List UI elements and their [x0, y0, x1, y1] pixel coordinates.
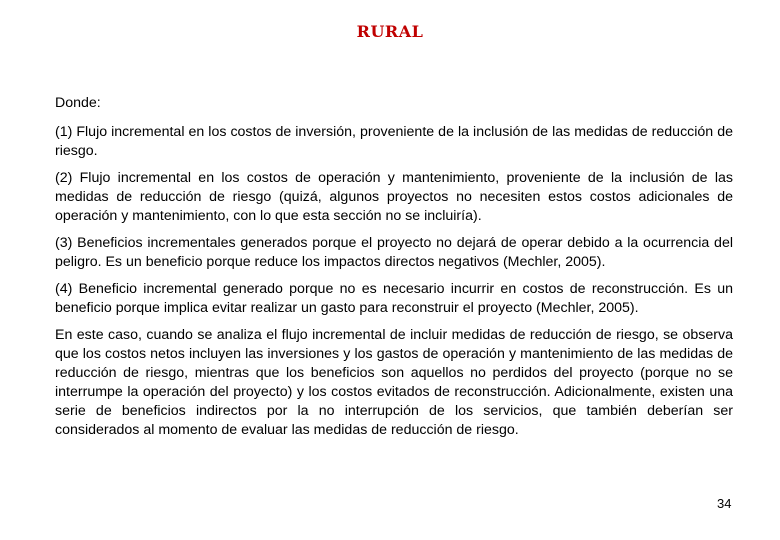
document-body [55, 94, 733, 448]
list-item: (4) Beneficio incremental generado porque no es necesario incurrir en costos de reconstrucción. Es un beneficio porque implica evitar realizar un gasto para reconstruir el proyecto (Mechler, 2005). [55, 281, 733, 316]
closing-paragraph: En este caso, cuando se analiza el flujo incremental de incluir medidas de reducción de riesgo, se observa que los costos netos incluyen las inversiones y los gastos de operación y mantenimiento de las medidas de reducción de riesgo, mientras que los beneficios son aquellos no perdidos del proyecto (porque no se interrumpe la operación del proyecto) y los costos evitados de reconstrucción. Adicionalmente, existen una serie de beneficios indirectos por la no interrupción de los servicios, que también deberían ser considerados al momento de evaluar las medidas de reducción de riesgo. [55, 327, 733, 438]
list-item: (2) Flujo incremental en los costos de operación y mantenimiento, proveniente de la inclusión de las medidas de reducción de riesgo (quizá, algunos proyectos no necesiten estos costos adicionales de operación y mantenimiento, con lo que esta sección no se incluiría). [55, 170, 733, 224]
intro-text: Donde: [55, 95, 101, 111]
page-number: 34 [717, 496, 732, 511]
list-item: (3) Beneficios incrementales generados porque el proyecto no dejará de operar debido a la ocurrencia del peligro. Es un beneficio porque reduce los impactos directos negativos (Mechler, 2005). [55, 235, 733, 270]
list-item: (1) Flujo incremental en los costos de inversión, proveniente de la inclusión de las medidas de reducción de riesgo. [55, 124, 733, 159]
page-title: RURAL [356, 22, 424, 41]
